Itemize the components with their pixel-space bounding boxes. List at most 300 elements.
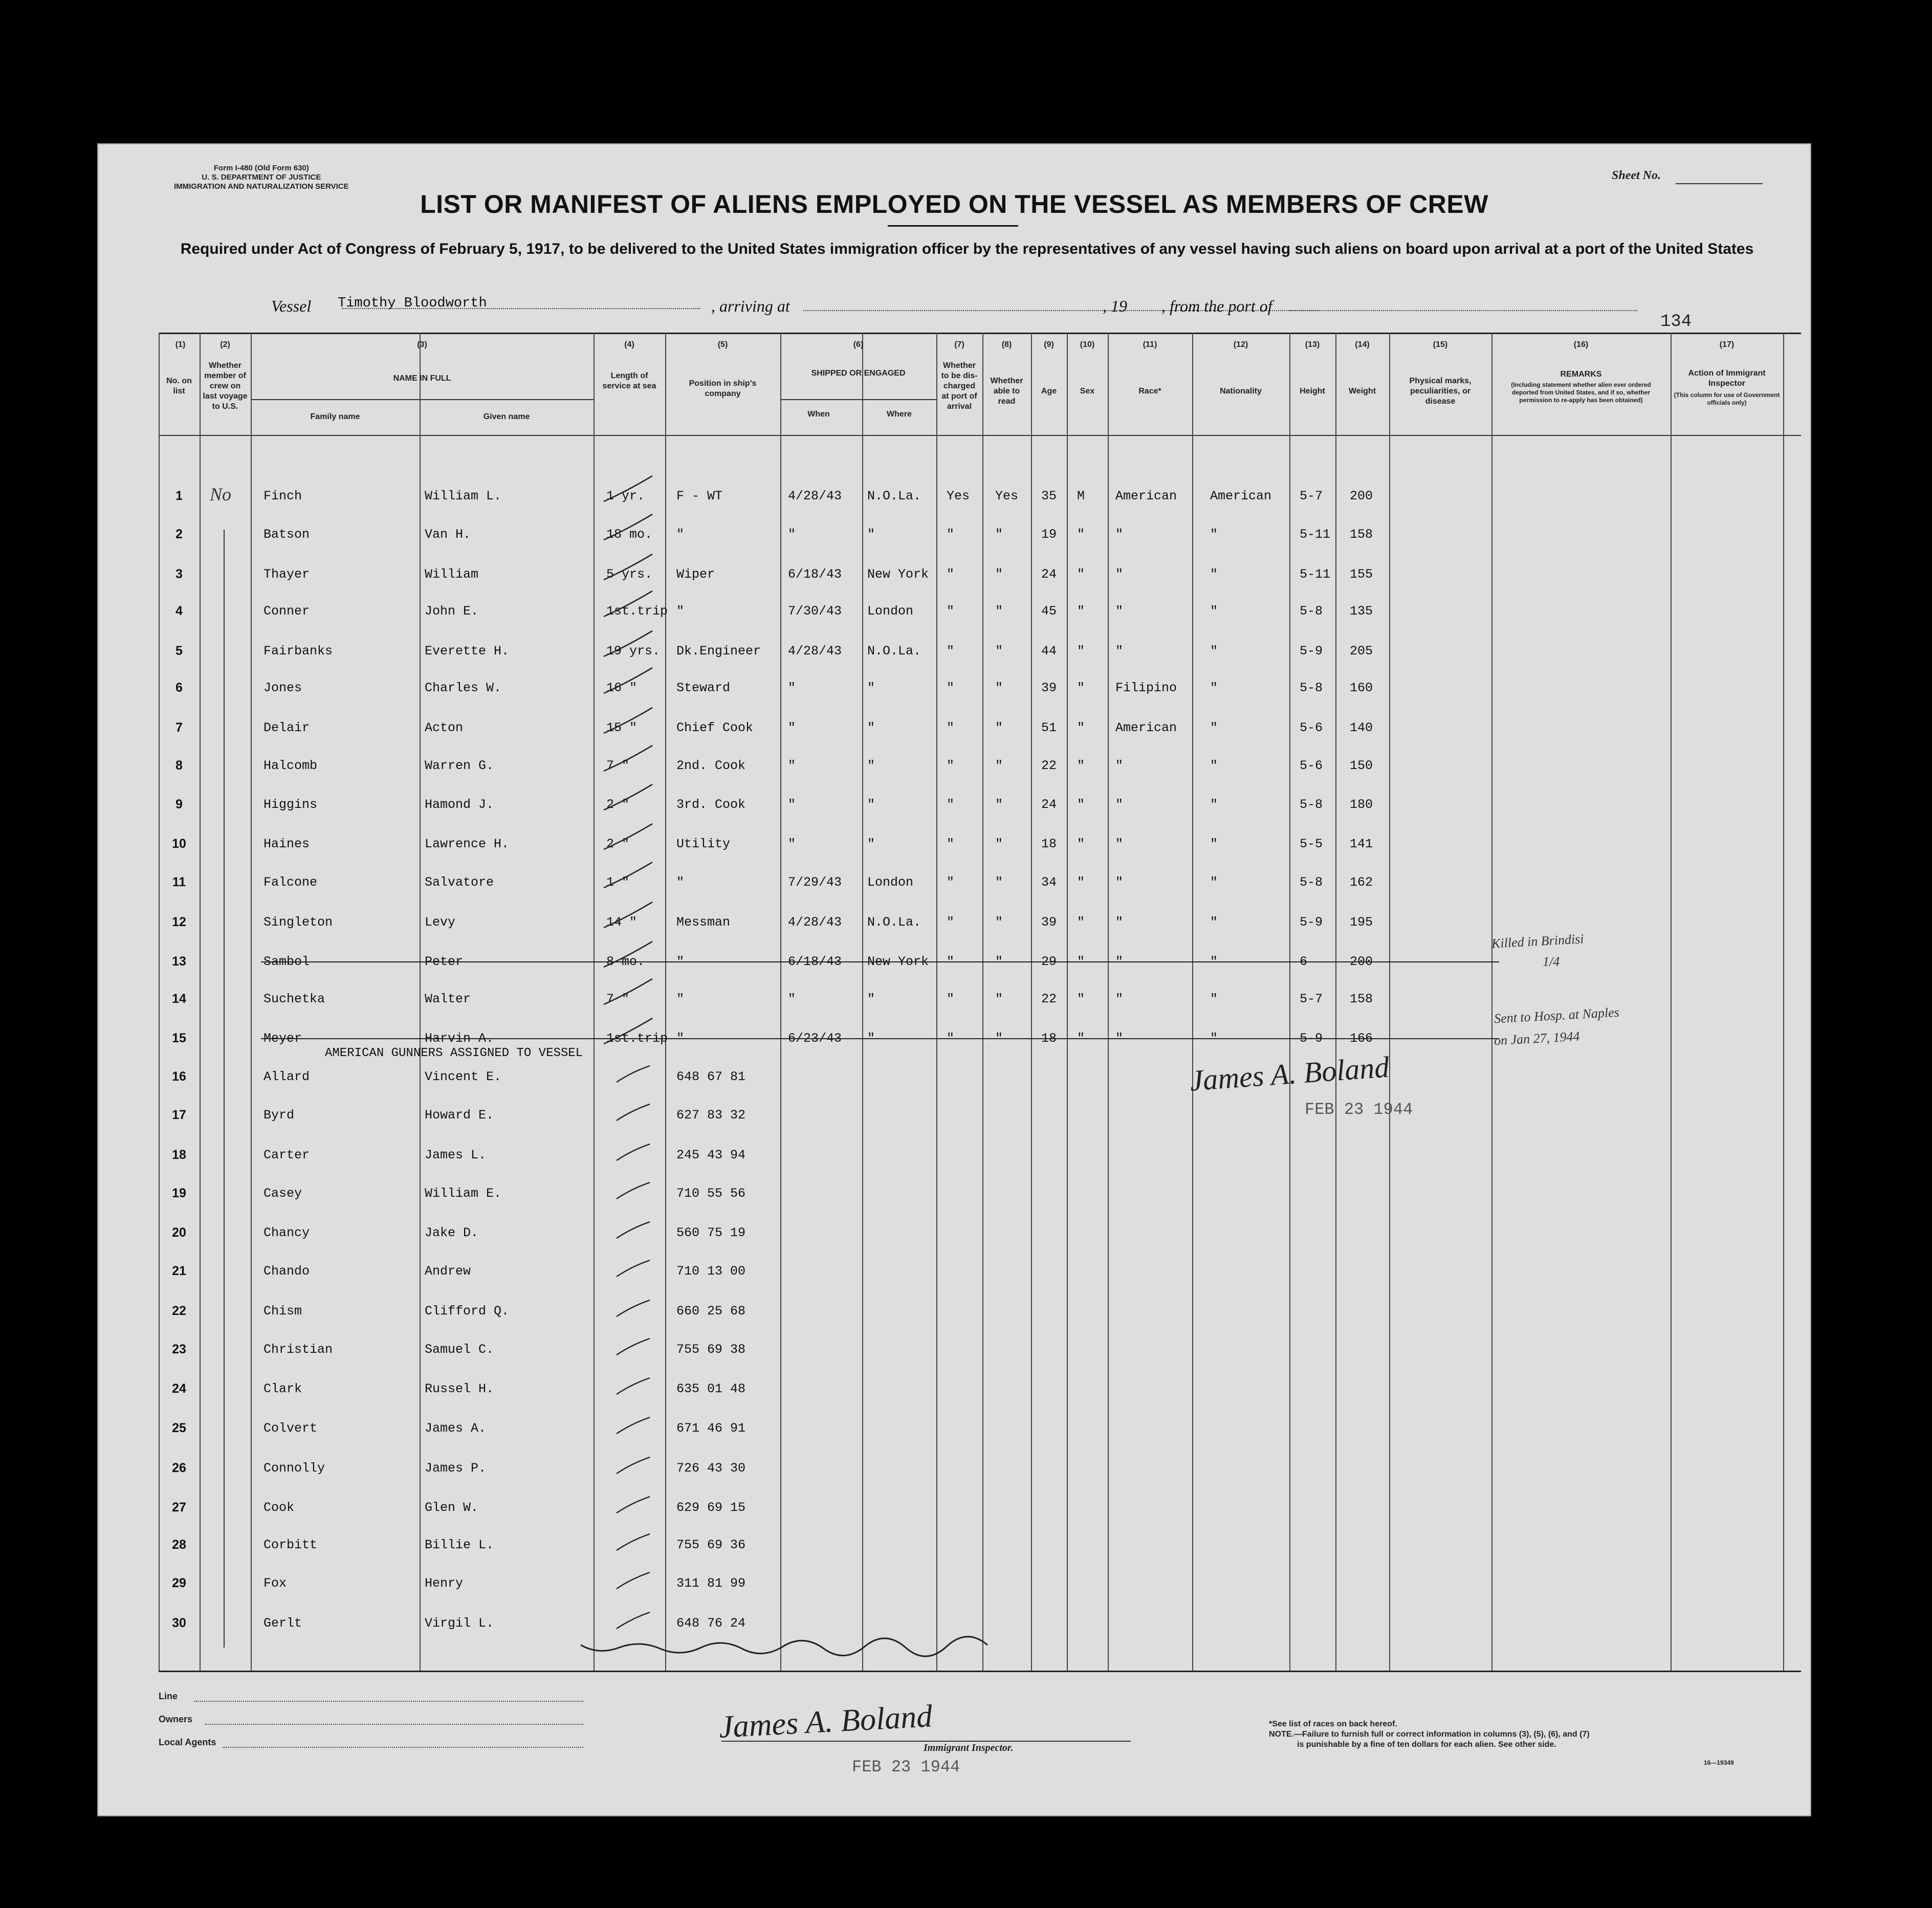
gunner-number: 660 25 68 [676, 1304, 746, 1319]
date-stamp: FEB 23 1944 [1305, 1100, 1413, 1119]
col-number-5: (5) [717, 340, 728, 349]
year-label: , 19 [1103, 297, 1127, 315]
footer-inspector-label: Immigrant Inspector. [924, 1742, 1014, 1753]
crew-where: " [867, 720, 875, 735]
row-number: 29 [172, 1576, 186, 1590]
form-number: Form I-480 (Old Form 630) [213, 164, 309, 172]
crew-age: 51 [1041, 720, 1057, 735]
inspector-signature: James A. Boland [1189, 1050, 1391, 1098]
gunner-family: Colvert [264, 1421, 318, 1436]
footer-signature-line [721, 1741, 1131, 1742]
crew-when: 6/23/43 [788, 1031, 842, 1046]
crew-age: 39 [1041, 915, 1057, 930]
crew-family: Finch [264, 489, 302, 503]
gunner-family: Chancy [264, 1225, 310, 1240]
crew-discharged: " [947, 758, 955, 773]
crew-read: " [995, 644, 1003, 659]
column-divider [665, 333, 666, 1671]
col-number-8: (8) [1001, 340, 1012, 349]
crew-family: Singleton [264, 915, 333, 930]
crew-nationality: " [1210, 1031, 1218, 1046]
gunner-given: Vincent E. [425, 1069, 502, 1084]
gunner-given: James P. [425, 1461, 487, 1476]
crew-family: Batson [264, 527, 310, 542]
crew-length: 1 yr. [606, 489, 645, 503]
check-mark-icon [601, 1016, 657, 1046]
header-race: Race* [1138, 387, 1161, 396]
crew-race: " [1115, 992, 1124, 1006]
crew-weight: 158 [1350, 527, 1373, 542]
crew-discharged: " [947, 915, 955, 930]
crew-sex: " [1077, 720, 1085, 735]
row-number: 30 [172, 1616, 186, 1630]
remark-row-15a: Sent to Hosp. at Naples [1494, 1004, 1620, 1026]
col-number-2: (2) [220, 340, 230, 349]
crew-sex: " [1077, 915, 1085, 930]
gunner-given: William E. [425, 1186, 502, 1201]
check-mark-icon [614, 1453, 655, 1479]
crew-nationality: " [1210, 992, 1218, 1006]
page-title: LIST OR MANIFEST OF ALIENS EMPLOYED ON THE VESSEL AS MEMBERS OF CREW [420, 190, 1488, 218]
crew-race: American [1115, 720, 1177, 735]
gunner-number: 629 69 15 [676, 1500, 746, 1515]
check-mark-icon [601, 552, 657, 582]
header-shipped: SHIPPED OR ENGAGED [811, 369, 906, 378]
form-identification [174, 164, 349, 191]
gunner-number: 726 43 30 [676, 1461, 746, 1476]
column-divider [1389, 333, 1390, 1671]
crew-weight: 180 [1350, 797, 1373, 812]
crew-discharged: " [947, 1031, 955, 1046]
crew-read: " [995, 567, 1003, 582]
crew-read: " [995, 797, 1003, 812]
remark-row-13: Killed in Brindisi [1491, 931, 1585, 951]
col-number-16: (16) [1573, 340, 1589, 349]
crew-where: " [867, 681, 875, 695]
crew-weight: 135 [1350, 604, 1373, 619]
row-number: 22 [172, 1304, 186, 1318]
footer-note-races: *See list of races on back hereof. [1269, 1720, 1397, 1728]
crew-position: " [676, 527, 685, 542]
crew-sex: " [1077, 604, 1085, 619]
gunner-number: 755 69 38 [676, 1342, 746, 1357]
gunner-given: Billie L. [425, 1538, 494, 1552]
crew-height: 5-7 [1300, 992, 1323, 1006]
arriving-label: , arriving at [711, 297, 790, 315]
crew-nationality: " [1210, 758, 1218, 773]
crew-age: 18 [1041, 1031, 1057, 1046]
crew-position: Dk.Engineer [676, 644, 761, 659]
crew-read: " [995, 875, 1003, 890]
check-mark-icon [601, 900, 657, 930]
row-number: 13 [172, 954, 186, 969]
header-position: Position in ship's company [689, 379, 757, 398]
crew-nationality: " [1210, 797, 1218, 812]
crew-when: " [788, 681, 796, 695]
crew-race: " [1115, 837, 1124, 851]
crew-weight: 140 [1350, 720, 1373, 735]
crew-length: 16 " [606, 681, 638, 695]
col-number-14: (14) [1355, 340, 1370, 349]
crew-sex: " [1077, 758, 1085, 773]
crew-when: 4/28/43 [788, 644, 842, 659]
crew-when: 4/28/43 [788, 915, 842, 930]
crew-discharged: Yes [947, 489, 970, 503]
crew-sex: " [1077, 567, 1085, 582]
row-number: 24 [172, 1381, 186, 1396]
column-divider [1289, 333, 1290, 1671]
header-age: Age [1041, 387, 1057, 396]
crew-age: 22 [1041, 758, 1057, 773]
crew-when: 4/28/43 [788, 489, 842, 503]
header-length-service: Length of service at sea [602, 371, 656, 390]
row-number: 14 [172, 992, 186, 1006]
crew-race: " [1115, 915, 1124, 930]
crew-sex: " [1077, 992, 1085, 1006]
crew-position: Wiper [676, 567, 715, 582]
col-number-6: (6) [853, 340, 864, 349]
crew-read: " [995, 758, 1003, 773]
crew-weight: 150 [1350, 758, 1373, 773]
crew-when: " [788, 797, 796, 812]
gunner-given: James L. [425, 1148, 487, 1163]
row-number: 12 [172, 915, 186, 929]
check-mark-icon [601, 743, 657, 774]
crew-where: London [867, 875, 914, 890]
gunner-number: 627 83 32 [676, 1108, 746, 1123]
gunner-given: Henry [425, 1576, 464, 1591]
crew-read: " [995, 915, 1003, 930]
gunner-family: Chando [264, 1264, 310, 1279]
column-divider [982, 333, 983, 1671]
crew-age: 45 [1041, 604, 1057, 619]
crew-discharged: " [947, 797, 955, 812]
crew-nationality: " [1210, 875, 1218, 890]
crew-weight: 155 [1350, 567, 1373, 582]
column-divider [159, 333, 160, 1671]
check-mark-icon [601, 588, 657, 619]
crew-age: 19 [1041, 527, 1057, 542]
column-divider [1067, 333, 1068, 1671]
row-number: 10 [172, 837, 186, 851]
gunners-heading: AMERICAN GUNNERS ASSIGNED TO VESSEL [325, 1046, 583, 1060]
header-whether-member: Whether member of crew on last voyage to U.S. [203, 361, 248, 411]
crew-height: 5-8 [1300, 604, 1323, 619]
crew-age: 29 [1041, 954, 1057, 969]
gunner-given: Samuel C. [425, 1342, 494, 1357]
column-divider [1192, 333, 1193, 1671]
crew-when: 6/18/43 [788, 954, 842, 969]
crew-race: American [1115, 489, 1177, 503]
row-number: 17 [172, 1108, 186, 1122]
crew-sex: " [1077, 954, 1085, 969]
crew-when: " [788, 527, 796, 542]
crew-given: Levy [425, 915, 456, 930]
header-name-in-full: NAME IN FULL [393, 374, 451, 383]
crew-race: " [1115, 758, 1124, 773]
header-height: Height [1300, 387, 1325, 396]
gunner-given: Russel H. [425, 1381, 494, 1396]
crew-position: " [676, 604, 685, 619]
crew-discharged: " [947, 567, 955, 582]
crew-nationality: " [1210, 567, 1218, 582]
crew-discharged: " [947, 954, 955, 969]
vessel-label: Vessel [271, 297, 312, 315]
check-mark-icon [601, 665, 657, 696]
crew-where: " [867, 1031, 875, 1046]
check-mark-icon [614, 1413, 655, 1439]
gunner-given: Glen W. [425, 1500, 479, 1515]
col-number-15: (15) [1433, 340, 1448, 349]
column-divider [780, 333, 781, 1671]
crew-where: London [867, 604, 914, 619]
crew-where: New York [867, 954, 929, 969]
crew-height: 5-6 [1300, 758, 1323, 773]
header-when: When [807, 410, 830, 419]
row-number: 9 [175, 797, 183, 812]
crew-when: " [788, 992, 796, 1006]
header-family-name: Family name [310, 412, 360, 421]
row-number: 23 [172, 1342, 186, 1356]
crew-nationality: " [1210, 644, 1218, 659]
sheet-no-label: Sheet No. [1612, 169, 1661, 182]
crew-family: Jones [264, 681, 302, 695]
crew-nationality: " [1210, 604, 1218, 619]
crew-length: 19 yrs. [606, 644, 661, 659]
row-number: 6 [175, 681, 183, 695]
crew-position: " [676, 875, 685, 890]
column-divider [251, 333, 252, 1671]
header-weight: Weight [1348, 387, 1376, 396]
check-mark-icon [601, 628, 657, 659]
crew-given: Van H. [425, 527, 471, 542]
footer-print-code: 16—19349 [1704, 1759, 1734, 1766]
crew-read: " [995, 604, 1003, 619]
crew-read: " [995, 720, 1003, 735]
footer-note-fine-2: is punishable by a fine of ten dollars for each alien. See other side. [1297, 1740, 1556, 1749]
crew-age: 24 [1041, 567, 1057, 582]
crew-position: 2nd. Cook [676, 758, 746, 773]
gunner-family: Allard [264, 1069, 310, 1084]
crew-given: Warren G. [425, 758, 494, 773]
gunner-family: Carter [264, 1148, 310, 1163]
crew-family: Suchetka [264, 992, 325, 1006]
crew-where: " [867, 797, 875, 812]
crew-sex: " [1077, 875, 1085, 890]
crew-length: 5 yrs. [606, 567, 653, 582]
column-divider [1671, 333, 1672, 1671]
crew-race: " [1115, 875, 1124, 890]
name-subrule [251, 399, 594, 400]
check-mark-icon [614, 1140, 655, 1166]
gunner-given: Jake D. [425, 1225, 479, 1240]
closing-squiggle [578, 1632, 993, 1663]
crew-discharged: " [947, 604, 955, 619]
column-divider [936, 333, 937, 1671]
col-number-9: (9) [1044, 340, 1054, 349]
crew-length: 1 " [606, 875, 630, 890]
crew-length: 2 " [606, 797, 630, 812]
crew-when: " [788, 758, 796, 773]
crew-discharged: " [947, 720, 955, 735]
col-number-3: (3) [417, 340, 427, 349]
crew-height: 6 [1300, 954, 1308, 969]
gunner-family: Casey [264, 1186, 302, 1201]
crew-given: Charles W. [425, 681, 502, 695]
crew-length: 15 " [606, 720, 638, 735]
footer-date-stamp: FEB 23 1944 [852, 1758, 960, 1777]
gunner-family: Gerlt [264, 1616, 302, 1631]
crew-weight: 195 [1350, 915, 1373, 930]
check-mark-icon [601, 976, 657, 1007]
column-divider [1335, 333, 1336, 1671]
crew-position: Chief Cook [676, 720, 754, 735]
crew-race: " [1115, 1031, 1124, 1046]
check-mark-icon [601, 473, 657, 504]
crew-family: Meyer [264, 1031, 302, 1046]
table-bottom-rule [159, 1671, 1801, 1672]
department: U. S. DEPARTMENT OF JUSTICE [202, 173, 321, 182]
crew-height: 5-8 [1300, 797, 1323, 812]
remark-row-15b: on Jan 27, 1944 [1494, 1028, 1580, 1048]
gunner-number: 671 46 91 [676, 1421, 746, 1436]
vessel-name: Timothy Bloodworth [338, 296, 487, 311]
gunner-number: 245 43 94 [676, 1148, 746, 1163]
gunner-number: 710 13 00 [676, 1264, 746, 1279]
crew-given: Walter [425, 992, 471, 1006]
manifest-sheet [97, 143, 1811, 1816]
crew-given: Everette H. [425, 644, 510, 659]
crew-age: 24 [1041, 797, 1057, 812]
row-number: 21 [172, 1264, 186, 1278]
column-divider [420, 333, 421, 1671]
crew-where: " [867, 527, 875, 542]
check-mark-icon [601, 939, 657, 970]
crew-height: 5-8 [1300, 875, 1323, 890]
crew-position: " [676, 954, 685, 969]
crew-discharged: " [947, 644, 955, 659]
crew-weight: 200 [1350, 489, 1373, 503]
crew-given: Salvatore [425, 875, 494, 890]
member-ditto-line [224, 530, 225, 1648]
footer-agents-label: Local Agents [159, 1737, 216, 1747]
crew-family: Halcomb [264, 758, 318, 773]
crew-read: " [995, 527, 1003, 542]
crew-race: Filipino [1115, 681, 1177, 695]
footer-agents-fill [223, 1747, 583, 1748]
crew-age: 39 [1041, 681, 1057, 695]
crew-given: William L. [425, 489, 502, 503]
check-mark-icon [614, 1178, 655, 1204]
crew-family: Delair [264, 720, 310, 735]
header-no-on-list: No. on list [166, 377, 192, 396]
row-number: 3 [175, 567, 183, 581]
crew-height: 5-8 [1300, 681, 1323, 695]
service: IMMIGRATION AND NATURALIZATION SERVICE [174, 182, 349, 191]
crew-read: " [995, 1031, 1003, 1046]
crew-given: Harvin A. [425, 1031, 494, 1046]
check-mark-icon [614, 1334, 655, 1360]
row-number: 4 [175, 604, 183, 618]
crew-position: " [676, 992, 685, 1006]
crew-position: Messman [676, 915, 731, 930]
member-last-voyage: No [210, 484, 232, 505]
crew-race: " [1115, 567, 1124, 582]
col-number-4: (4) [624, 340, 634, 349]
column-divider [1108, 333, 1109, 1671]
crew-nationality: " [1210, 527, 1218, 542]
strikethrough-line [261, 961, 1499, 962]
check-mark-icon [614, 1374, 655, 1399]
header-rule [159, 435, 1801, 436]
crew-when: " [788, 720, 796, 735]
check-mark-icon [614, 1218, 655, 1243]
column-divider [1783, 333, 1784, 1671]
check-mark-icon [614, 1296, 655, 1322]
shipped-subrule [780, 399, 936, 400]
crew-nationality: " [1210, 720, 1218, 735]
crew-weight: 158 [1350, 992, 1373, 1006]
check-mark-icon [614, 1256, 655, 1282]
crew-height: 5-6 [1300, 720, 1323, 735]
gunner-given: Clifford Q. [425, 1304, 510, 1319]
crew-sex: " [1077, 527, 1085, 542]
crew-race: " [1115, 797, 1124, 812]
crew-discharged: " [947, 681, 955, 695]
crew-position: F - WT [676, 489, 723, 503]
header-remarks: REMARKS [1560, 370, 1602, 379]
row-number: 25 [172, 1421, 186, 1435]
port-label: , from the port of [1161, 297, 1272, 315]
gunner-number: 648 67 81 [676, 1069, 746, 1084]
row-number: 15 [172, 1031, 186, 1045]
crew-race: " [1115, 527, 1124, 542]
column-divider [200, 333, 201, 1671]
crew-length: 14 " [606, 915, 638, 930]
footer-signature: James A. Boland [718, 1699, 933, 1745]
gunner-number: 635 01 48 [676, 1381, 746, 1396]
column-divider [862, 333, 863, 1671]
crew-family: Thayer [264, 567, 310, 582]
column-divider [1031, 333, 1032, 1671]
crew-nationality: American [1210, 489, 1272, 503]
crew-nationality: " [1210, 837, 1218, 851]
column-divider [1491, 333, 1492, 1671]
title-underline [888, 225, 1018, 227]
crew-race: " [1115, 954, 1124, 969]
crew-given: Peter [425, 954, 464, 969]
crew-family: Higgins [264, 797, 318, 812]
sheet-no-line [1676, 183, 1763, 184]
footer-line-fill [194, 1701, 583, 1702]
crew-when: 7/29/43 [788, 875, 842, 890]
check-mark-icon [614, 1530, 655, 1555]
crew-weight: 166 [1350, 1031, 1373, 1046]
footer-line-label: Line [159, 1691, 178, 1701]
crew-where: N.O.La. [867, 644, 921, 659]
crew-where: " [867, 837, 875, 851]
crew-weight: 205 [1350, 644, 1373, 659]
crew-nationality: " [1210, 681, 1218, 695]
col-number-1: (1) [175, 340, 186, 349]
crew-read: Yes [995, 489, 1019, 503]
gunner-family: Cook [264, 1500, 295, 1515]
gunner-family: Chism [264, 1304, 302, 1319]
row-number: 1 [175, 489, 183, 503]
crew-race: " [1115, 604, 1124, 619]
crew-where: N.O.La. [867, 915, 921, 930]
footer-owners-label: Owners [159, 1714, 193, 1724]
